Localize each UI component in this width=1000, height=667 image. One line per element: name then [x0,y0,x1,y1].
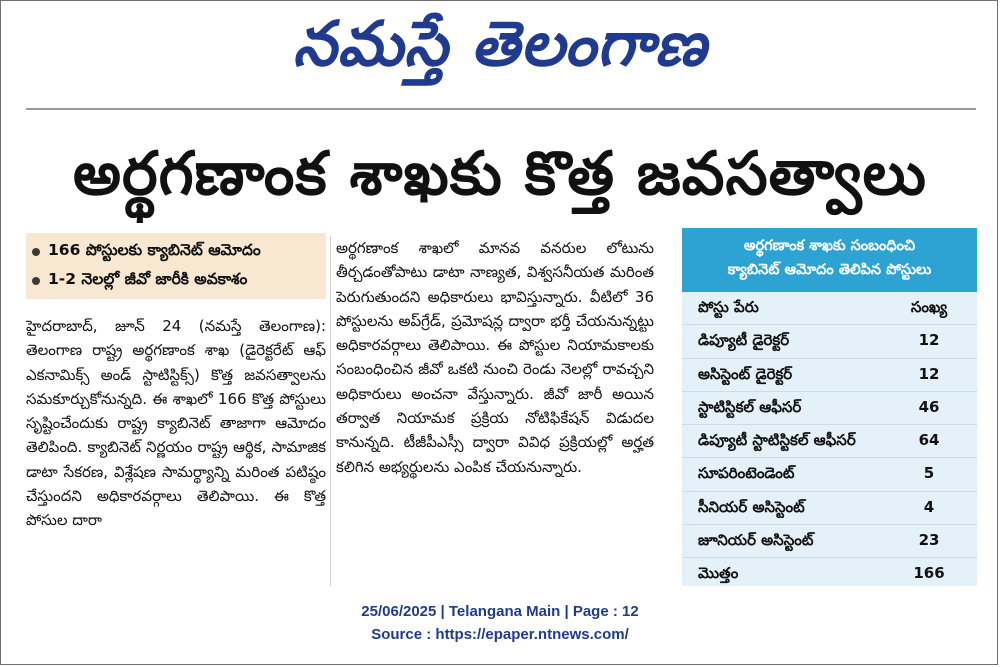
highlight-text: 166 పోస్టులకు క్యాబినెట్ ఆమోదం [48,240,261,259]
post-count: 12 [918,364,940,383]
post-name: సీనియర్ అసిస్టెంట్ [698,497,805,516]
post-name: డిప్యూటీ డైరెక్టర్ [698,331,790,350]
post-name: అసిస్టెంట్ డైరెక్టర్ [698,364,793,383]
post-count: 12 [918,331,940,350]
post-name: సూపరింటెండెంట్ [698,464,795,483]
post-name: స్టాటిస్టికల్ ఆఫీసర్ [698,397,802,416]
table-total-row [682,558,977,590]
table-row [682,359,977,392]
highlight-text: 1-2 నెలల్లో జీవో జారీకి అవకాశం [48,269,248,288]
table-row [682,425,977,458]
table-header-row [682,292,977,325]
posts-table-box [682,228,977,586]
posts-table-title [682,228,977,292]
article-column-1: హైదరాబాద్, జూన్ 24 (నమస్తే తెలంగాణ): తెలంగాణ రాష్ట్ర అర్థగణాంక శాఖ (డైరెక్టరేట్ ఆఫ్ ఎకనామిక్స్ అండ్ స్టాటిస్టిక్స్) కొత్త జవసత్వాలను సమకూర్చుకోనున్నది. ఈ శాఖలో 166 కొత్త పోస్టులు సృష్టించేందుకు రాష్ట్ర క్యాబినెట్ తాజాగా ఆమోదం తెలిపింది. క్యాబినెట్ నిర్ణయం రాష్ట్ర ఆర్థిక, సామాజిక డాటా సేకరణ, విశ్లేషణ సామర్థ్యాన్ని మరింత పటిష్ఠం చేస్తుందని అధికారవర్గాలు తెలిపాయి. ఈ కొత్త పోసుల దారా [26,317,326,530]
post-count: 46 [918,397,940,416]
highlight-item [32,237,320,266]
total-count: 166 [913,564,945,583]
post-name: డిప్యూటీ స్టాటిస్టికల్ ఆఫీసర్ [698,431,856,450]
highlight-item [32,266,320,295]
footer-source: Source : https://epaper.ntnews.com/ [371,626,629,643]
highlights-box [26,233,326,299]
column-header-post: పోస్టు పేరు [698,298,759,316]
column-divider [330,236,331,586]
table-title-line: క్యాబినెట్ ఆమోదం తెలిపిన పోస్టులు [727,262,932,278]
article-headline: అర్థగణాంక శాఖకు కొత్త జవసత్వాలు [73,139,927,209]
bullet-icon [32,277,40,285]
total-label: మొత్తం [698,564,739,583]
column-header-count: సంఖ్య [910,298,948,316]
table-row [682,392,977,425]
post-name: జూనియర్ అసిస్టెంట్ [698,531,814,550]
footer-date-page: 25/06/2025 | Telangana Main | Page : 12 [361,603,639,620]
post-count: 5 [923,464,935,483]
post-count: 4 [923,497,935,516]
table-row [682,325,977,358]
post-count: 64 [918,431,940,450]
masthead-divider [26,108,976,110]
table-row [682,525,977,558]
table-row [682,458,977,491]
newspaper-masthead: నమస్తే తెలంగాణ [292,7,708,80]
bullet-icon [32,248,40,256]
post-count: 23 [918,531,940,550]
table-title-line: అర్థగణాంక శాఖకు సంబంధించి [743,238,916,254]
article-column-2: అర్థగణాంక శాఖలో మానవ వనరుల లోటును తీర్చడంతోపాటు డాటా నాణ్యత, విశ్వసనీయత మరింత పెరుగుతుందని అధికారులు భావిస్తున్నారు. వీటిలో 36 పోస్టులను అప్‌గ్రేడ్, ప్రమోషన్ల ద్వారా భర్తీ చేయనున్నట్టు అధికారవర్గాలు తెలిపాయి. ఈ పోస్టుల నియామకాలకు సంబంధించిన జీవో ఒకటి నుంచి రెండు నెలల్లో రావచ్చని అధికారులు అంచనా వేస్తున్నారు. జీవో జారీ అయిన తర్వాత నియామక ప్రక్రియ నోటిఫికేషన్ విడుదల కానున్నది. టీజీపీఎస్సీ ద్వారా వివిధ ప్రక్రియల్లో అర్హత కలిగిన అభ్యర్థులను ఎంపిక చేయనున్నారు. [336,239,654,476]
table-row [682,492,977,525]
